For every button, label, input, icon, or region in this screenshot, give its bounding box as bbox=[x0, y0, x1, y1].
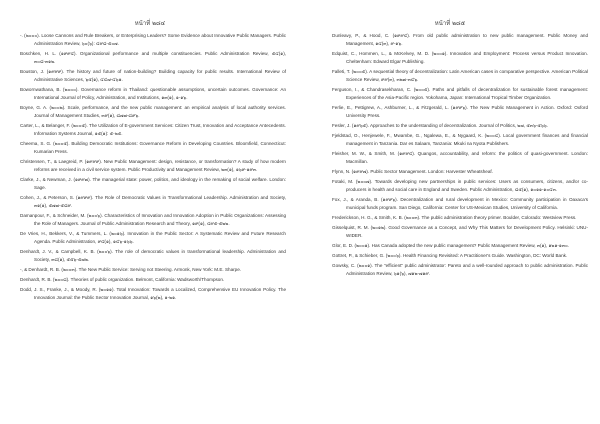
reference-entry: Christensen, T., & Laegreid, P. (๑๙๙๙). New Public Management: design, resistance, or transformation? A study of how modern reforms are received in a civil service system. Public Productivity and Management Review, ๒๓(๑), ๑๖๙-๑๙๓. bbox=[20, 159, 286, 172]
right-page bbox=[300, 0, 600, 424]
reference-entry: Gisselquist, R. M. (๒๐๑๒). Good Governance as a Concept, and Why This Matters for Development Policy. Helsinki: UNU-WIDER. bbox=[332, 225, 588, 238]
page-number: หน้าที่ ๒๘๕ bbox=[434, 20, 466, 27]
reference-entry: Edquist, C., Hommen, L., & McKelvey, M. D. (๒๐๐๑). Innovation and Employment: Process versus Product Innovation. Cheltenham: Edward Elgar Publishing. bbox=[332, 51, 588, 64]
reference-entry: -, & Denhardt, R. B. (๒๐๐๓). The New Public Service: Serving not Steering. Armonk, New York: M.E. Sharpe. bbox=[20, 267, 242, 272]
reference-entry: Dodd, J. S., Franke, J., & Moody, R. (๒๐๑๑). Total Innovation: Towards a Localized, Comprehensive EU Innovation Policy. The Innovation Journal: the Public Sector Innovation Journal, ๑๖(๒), ๑-๒๑. bbox=[20, 287, 286, 300]
reference-entry: Fesler, J. (๑๙๖๕). Approaches to the understanding of decentralization. Journal of Politics, ๒๗, ๕๓๖-๕๖๖. bbox=[332, 123, 548, 128]
reference-entry: De Vries, H., Bekkers, V., & Tummers, L. (๒๐๑๖). Innovation in the Public Sector: A Systematic Review and Future Research Agenda. Public Administration, ๙๔(๑), ๑๔๖-๑๖๖. bbox=[20, 231, 286, 244]
reference-entry: Falleti, T. (๒๐๐๕). A sequential theory of decentralization: Latin American cases in comparative perspective. American Political Science Review, ๙๙(๓), ๓๒๗-๓๔๖. bbox=[332, 69, 588, 82]
reference-list bbox=[20, 32, 286, 304]
page-number: หน้าที่ ๒๘๔ bbox=[134, 20, 166, 27]
reference-entry: Clarke, J., & Newman, J. (๑๙๙๗). The managerial state: power, politics, and ideology in the remaking of social welfare. London: Sage. bbox=[20, 177, 286, 190]
reference-entry: Denhardt, J. V., & Campbell, K. B. (๒๐๐๖). The role of democratic values in transformational leadership. Administration and Society, ๓๘(๑), ๕๕๖-๕๗๒. bbox=[20, 249, 286, 262]
reference-entry: -. (๒๐๐๐). Loose Cannons and Rule Breakers, or Enterprising Leaders? Some Evidence about Innovative Public Managers. Public Administration Review, ๖๐(๖): ๔๙๘-๕๐๗. bbox=[20, 33, 286, 46]
reference-entry: Flynn, N. (๑๙๙๗). Public Sector Management. London: Harvester Wheatsheaf. bbox=[332, 169, 493, 174]
reference-entry: Carter, L., & Belanger, F. (๒๐๐๕). The Utilization of E-government Services: Citizen Trust, Innovation and Acceptance Antecedents. Information Systems Journal, ๑๕(๑): ๕-๒๕. bbox=[20, 123, 286, 136]
reference-entry: Ferlie, E., Pettigrew, A., Ashburner, L., & Fitzgerald, L. (๑๙๙๖). The New Public Management in Action. Oxford: Oxford University Press. bbox=[332, 105, 588, 118]
reference-entry: Glor, E. D. (๒๐๐๑). Has Canada adopted the new public management? Public Management Review, ๓(๑), ๑๒๑-๑๓๐. bbox=[332, 243, 570, 248]
reference-entry: Fotaki, M. (๒๐๐๗). Towards developing new partnerships in public services: Users as consumers, citizens, and/or co-producers in health and social care in England and Sweden. Public Administration, ๘๕(๑), ๑๐๑๑-๑๐๔๓. bbox=[332, 179, 588, 192]
reference-entry: Fox, J., & Aranda, B. (๑๙๙๖). Decentralization and rural development in Mexico: Community participation in Oaxaca's municipal funds program. San Diego, California: Center for US-Mexican Studies, University of California. bbox=[332, 197, 588, 210]
reference-entry: Bowornwathana, B. (๒๐๐๐). Governance reform in Thailand: questionable assumptions, uncertain outcomes. Governance: An International Journal of Policy, Administration, and Institutions, ๑๓(๑), ๑-๑๖. bbox=[20, 87, 286, 100]
reference-entry: Bouston, J. (๑๙๙๙). The history and future of nation-building? Building capacity for public results. International Review of Administrative Sciences, ๖๕(๑), ๔๔๗-๔๖๑. bbox=[20, 69, 286, 82]
reference-entry: Ferguson, I., & Chandrasekharan, C. (๒๐๐๕). Paths and pitfalls of decentralization for sustainable forest management: Experiences of the Asia-Pacific region. Yokohama, Japan: International Tropical Timber Organization. bbox=[332, 87, 588, 100]
reference-entry: Fjeldstad, O., Henjewele, F., Mwambe, G., Ngalewa, E., & Nygaard, K. (๒๐๐๔). Local government finances and financial management in Tanzania. Dar es Salaam, Tanzania: Mkuki na Nyota Publishers. bbox=[332, 133, 588, 146]
reference-entry: Gowsky, C. (๒๐๐๑). The "efficient" public administrator: Pareto and a well-rounded approach to public administration. Public Administration Review, ๖๑(๖), ๗๑๒-๗๑๙. bbox=[332, 263, 588, 276]
reference-entry: Frederickson, H. G., & Smith, K. B. (๒๐๐๓). The public administration theory primer. Boulder, Colorado: Westview Press. bbox=[332, 215, 577, 220]
reference-entry: Dunleavy, P., & Hood, C. (๑๙๙๔). From old public administration to new public management. Public Money and Management, ๑๔(๓), ๙-๑๖. bbox=[332, 33, 588, 46]
reference-entry: Cohen, J., & Peterson, S. (๑๙๙๙). The Role of Democratic Values in Transformational Leadership. Administration and Society, ๓๑(๑), ๕๗๗-๕๘๙. bbox=[20, 195, 286, 208]
reference-entry: Boschken, H. L. (๑๙๙๔). Organizational performance and multiple constituencies. Public Administration Review, ๕๔(๑), ๓๐๘-๓๑๒. bbox=[20, 51, 286, 64]
reference-entry: Gottret, P., & Schieber, G. (๒๐๐๖). Health Financing Revisited: A Practitioner's Guide. Washington, DC: World Bank. bbox=[332, 253, 568, 258]
reference-entry: Denhardt, R. B. (๒๐๐๘). Theories of public organization. Belmont, California: Wadsworth/Thompson. bbox=[20, 277, 225, 282]
reference-entry: Damanpour, F., & Schneider, M. (๒๐๐๖). Characteristics of Innovation and Innovation Adoption in Public Organizations: Assessing the Role of Managers. Journal of Public Administration Research and Theory, ๑๙(๑), ๔๙๕-๕๒๒. bbox=[20, 213, 286, 226]
reference-list bbox=[332, 32, 588, 280]
reference-entry: Boyne, G. A. (๒๐๐๒). Scale, performance, and the new public management: an empirical analysis of local authority services. Journal of Management Studies, ๓๙(๑), ๘๗๗-๘๙๖. bbox=[20, 105, 286, 118]
reference-entry: Fleisher, M. W., & Smith, M. (๑๙๙๔). Quangos, accountability, and reform: the politics of quasi-government. London: Macmillan. bbox=[332, 151, 588, 164]
reference-entry: Cheema, S. G. (๒๐๐๕). Building Democratic Institutions: Governance Reform in Developing Countries. Bloomfield, Connecticut: Kumarian Press. bbox=[20, 141, 286, 154]
